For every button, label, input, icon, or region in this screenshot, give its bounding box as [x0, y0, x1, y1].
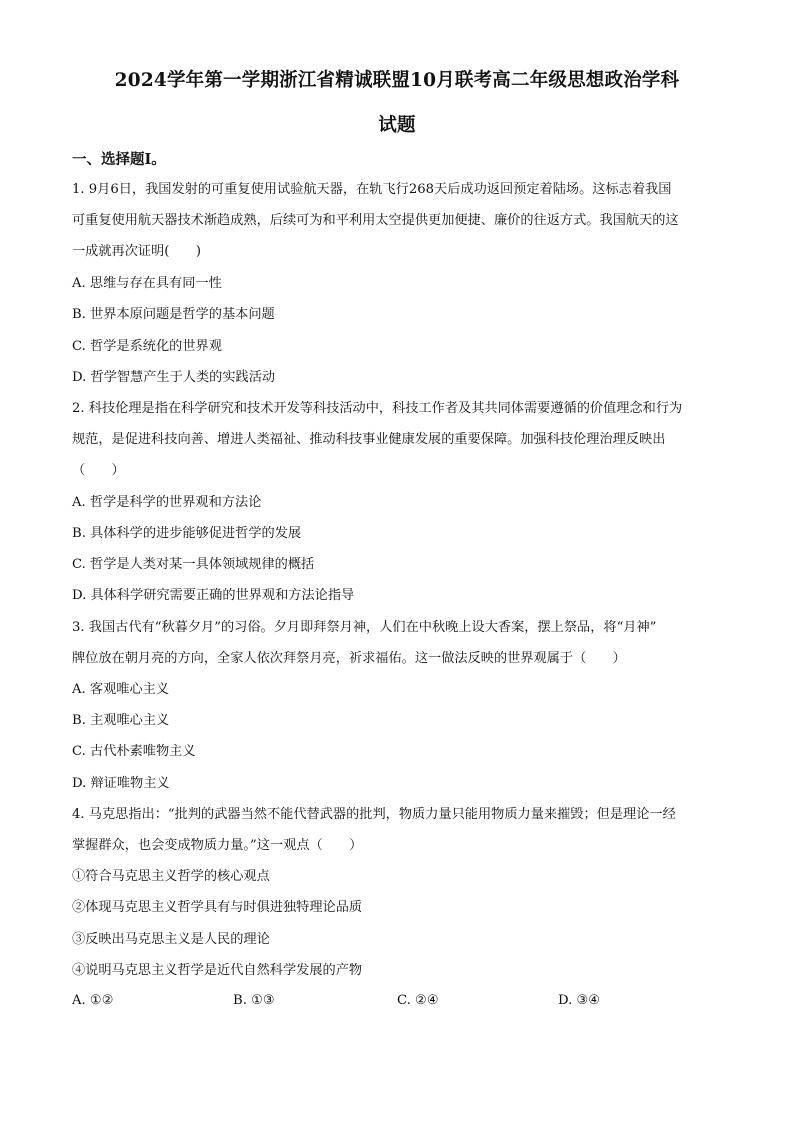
q2-option-a: A. 哲学是科学的世界观和方法论 [72, 495, 262, 510]
exam-title-line-1: 2024学年第一学期浙江省精诚联盟10月联考高二年级思想政治学科 [114, 70, 680, 91]
exam-title-line-2: 试题 [378, 115, 416, 136]
q2-stem-line-2: 规范，是促进科技向善、增进人类福祉、推动科技事业健康发展的重要保障。加强科技伦理治理反映出 [72, 432, 666, 447]
q3-option-a: A. 客观唯心主义 [72, 682, 170, 697]
q3-option-b: B. 主观唯心主义 [72, 713, 170, 728]
q4-choice-d: D. ③④ [558, 993, 601, 1008]
q3-option-c: C. 古代朴素唯物主义 [72, 744, 196, 759]
q1-option-d: D. 哲学智慧产生于人类的实践活动 [72, 370, 276, 385]
q3-stem-line-1: 3. 我国古代有“秋暮夕月”的习俗。夕月即拜祭月神，人们在中秋晚上设大香案，摆上祭品，将“月神” [72, 620, 657, 635]
q4-statement-1: ①符合马克思主义哲学的核心观点 [72, 869, 270, 884]
q1-stem-line-1: 1. 9月6日，我国发射的可重复使用试验航天器，在轨飞行268天后成功返回预定着陆场。这标志着我国 [72, 182, 672, 197]
q4-choice-c: C. ②④ [397, 993, 439, 1008]
q1-option-c: C. 哲学是系统化的世界观 [72, 339, 222, 354]
q2-option-b: B. 具体科学的进步能够促进哲学的发展 [72, 526, 302, 541]
q1-option-a: A. 思维与存在具有同一性 [72, 276, 222, 291]
q1-stem-line-2: 可重复使用航天器技术渐趋成熟，后续可为和平利用太空提供更加便捷、廉价的往返方式。我国航天的这 [72, 213, 679, 228]
q2-option-d: D. 具体科学研究需要正确的世界观和方法论指导 [72, 588, 355, 603]
q4-stem-line-1: 4. 马克思指出：“批判的武器当然不能代替武器的批判，物质力量只能用物质力量来摧毁；但是理论一经 [72, 807, 676, 822]
q4-statement-3: ③反映出马克思主义是人民的理论 [72, 932, 270, 947]
section-heading: 一、选择题Ⅰ。 [72, 151, 166, 168]
q2-stem-line-3: （ ） [72, 463, 125, 478]
q4-choice-a: A. ①② [72, 993, 114, 1008]
q4-stem-line-2: 掌握群众，也会变成物质力量。”这一观点（ ） [72, 838, 363, 853]
q4-statement-2: ②体现马克思主义哲学具有与时俱进独特理论品质 [72, 900, 363, 915]
q1-option-b: B. 世界本原问题是哲学的基本问题 [72, 307, 275, 322]
q3-option-d: D. 辩证唯物主义 [72, 776, 170, 791]
q4-choice-b: B. ①③ [233, 993, 275, 1008]
q1-stem-line-3: 一成就再次证明( ) [72, 244, 201, 259]
q3-stem-line-2: 牌位放在朝月亮的方向，全家人依次拜祭月亮，祈求福佑。这一做法反映的世界观属于（ ） [72, 651, 626, 666]
q4-statement-4: ④说明马克思主义哲学是近代自然科学发展的产物 [72, 963, 363, 978]
q2-option-c: C. 哲学是人类对某一具体领域规律的概括 [72, 557, 315, 572]
q2-stem-line-1: 2. 科技伦理是指在科学研究和技术开发等科技活动中，科技工作者及其共同体需要遵循的价值理念和行为 [72, 401, 683, 416]
